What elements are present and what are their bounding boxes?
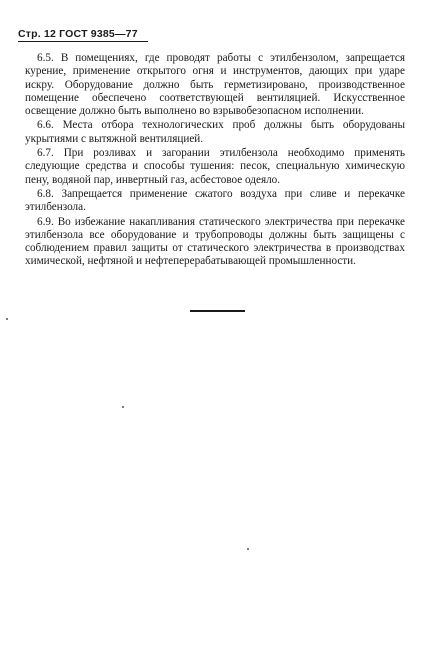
end-rule: [190, 310, 245, 312]
scan-speck: [247, 548, 249, 550]
document-body: [25, 52, 405, 270]
scan-speck: [122, 406, 124, 408]
paragraph-6-9: 6.9. Во избежание накапливания статического электричества при перекачке этилбензола все оборудование и трубопроводы должны быть защищены с соблюдением правил защиты от статического электричества в производствах химической, нефтяной и нефтеперерабатывающей промышленности.: [25, 215, 405, 268]
page-header: Стр. 12 ГОСТ 9385—77: [18, 28, 138, 40]
paragraph-6-5: 6.5. В помещениях, где проводят работы с этилбензолом, запрещается курение, применение открытого огня и инструментов, дающих при ударе искру. Оборудование должно быть герметизировано, производственное помещение обеспечено соответствующей вентиляцией. Искусственное освещение должно быть выполнено во взрывобезопасном исполнении.: [25, 52, 405, 118]
paragraph-6-7: 6.7. При розливах и загорании этилбензола необходимо применять следующие средства и способы тушения: песок, специальную химическую пену, водяной пар, инвертный газ, асбестовое одеяло.: [25, 147, 405, 186]
header-rule: [18, 41, 148, 42]
paragraph-6-6: 6.6. Места отбора технологических проб должны быть оборудованы укрытиями с вытяжной вентиляцией.: [25, 119, 405, 145]
paragraph-6-8: 6.8. Запрещается применение сжатого воздуха при сливе и перекачке этилбензола.: [25, 187, 405, 214]
scan-speck: [6, 318, 8, 320]
